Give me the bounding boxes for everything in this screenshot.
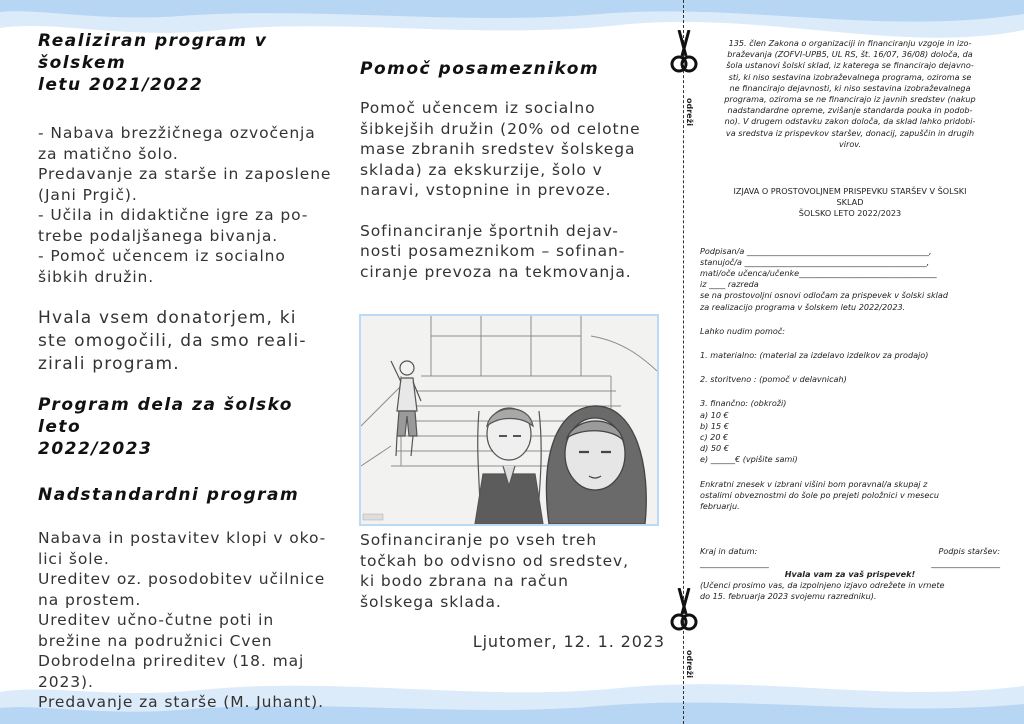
heading-realized-program: Realiziran program v šolskem letu 2021/2022: [38, 31, 268, 95]
parent-signature-field[interactable]: _________________: [931, 557, 1000, 568]
law-text: 135. člen Zakona o organizaciji in financiranju vzgoje in izo- braževanja (ZOFVI-UPB5, UL RS, št. 16/07, 36/08) določa, da šola ustanovi šolski sklad, iz katerega se financirajo dejavno- sti, ki niso sestavina izobraževalnega programa, oziroma se ne financirajo dejavnosti, ki niso sestavina izobraževalnega programa, oziroma se ne financirajo iz javnih sredstev (nakup nadstandardne opreme, zvišanje standarda pouka in podob- no). V drugem odstavku zakon določa, da sklad lahko pridobi- va sredstva iz prispevkov staršev, donacij, zapuščin in drugih virov.: [724, 38, 976, 149]
parent-signature-label: Podpis staršev:: [938, 546, 1000, 557]
heading-work-program: Program dela za šolsko leto 2022/2023: [38, 395, 293, 459]
student-pencil-drawing: [359, 314, 659, 526]
help-option-financial[interactable]: 3. finančno: (obkroži) a) 10 € b) 15 € c) 20 € d) 50 € e) ______€ (vpišite sami): [700, 398, 798, 465]
form-fields[interactable]: Podpisan/a _____________________________________________, stanujoč/a _____________________________________________, mati/oče učenca/učenke__________________________________ iz ____ razreda se na prostovoljni osnovi odločam za prispevek v šolski sklad za realizacijo programa v šolskem letu 2022/2023.: [700, 245, 949, 312]
cut-here-label-bottom: odreži: [685, 650, 694, 678]
individual-help-text: Pomoč učencem iz socialno šibkejših družin (20% od celotne mase zbranih sredstev šolskega sklada) za ekskurzije, šolo v naravi, vstopnine in prevoze.: [360, 99, 641, 199]
middle-column-lower: [360, 530, 665, 653]
help-intro: Lahko nudim pomoč:: [700, 325, 786, 336]
cut-here-label-top: odreži: [685, 98, 694, 126]
donor-thanks: Hvala vsem donatorjem, ki ste omogočili, da smo reali- zirali program.: [38, 308, 307, 374]
realized-program-list: - Nabava brezžičnega ozvočenja za matično šolo. Predavanje za starše in zaposlene (Jani Prgič). - Učila in didaktične igre za po- trebe podaljšanega bivanja. - Pomoč učencem iz socialno šibkih družin.: [38, 124, 332, 286]
contribution-form: [700, 38, 1000, 602]
middle-column: [360, 58, 665, 282]
help-option-material[interactable]: 1. materialno: (material za izdelavo izdelkov za prodajo): [700, 350, 929, 361]
form-thanks: Hvala vam za vaš prispevek!: [784, 568, 916, 579]
left-column: [38, 30, 338, 713]
scissors-icon: [670, 588, 698, 634]
return-instructions: (Učenci prosimo vas, da izpolnjeno izjavo odrežete in vrnete do 15. februarja 2023 svojemu razredniku).: [700, 579, 945, 602]
signature-row: [700, 546, 1000, 557]
above-standard-list: Nabava in postavitev klopi v oko- lici šole. Ureditev oz. posodobitev učilnice na prostem. Ureditev učno-čutne poti in brežine na podružnici Cven Dobrodelna prireditev (18. maj 2023). Predavanje za starše (M. Juhant).: [38, 529, 327, 711]
signature-lines: [700, 558, 1000, 569]
payment-note: Enkratni znesek v izbrani višini bom poravnal/a skupaj z ostalimi obveznostmi do šole po prejeti položnici v mesecu februarju.: [700, 478, 939, 512]
funding-dependency-text: Sofinanciranje po vseh treh točkah bo odvisno od sredstev, ki bodo zbrana na račun šolskega sklada.: [360, 531, 629, 611]
place-and-date: Ljutomer, 12. 1. 2023: [472, 632, 665, 651]
scissors-icon: [670, 30, 698, 76]
sports-cofinancing-text: Sofinanciranje športnih dejav- nosti posameznikom – sofinan- ciranje prevoza na tekmovanja.: [360, 221, 632, 281]
help-option-service[interactable]: 2. storitveno : (pomoč v delavnicah): [700, 374, 847, 385]
place-date-label: Kraj in datum:: [700, 546, 758, 557]
place-date-field[interactable]: _________________: [700, 557, 769, 568]
form-title: IZJAVA O PROSTOVOLJNEM PRISPEVKU STARŠEV V ŠOLSKI SKLAD ŠOLSKO LETO 2022/2023: [733, 186, 967, 219]
heading-above-standard: Nadstandardni program: [38, 485, 300, 505]
heading-individual-help: Pomoč posameznikom: [360, 59, 600, 79]
